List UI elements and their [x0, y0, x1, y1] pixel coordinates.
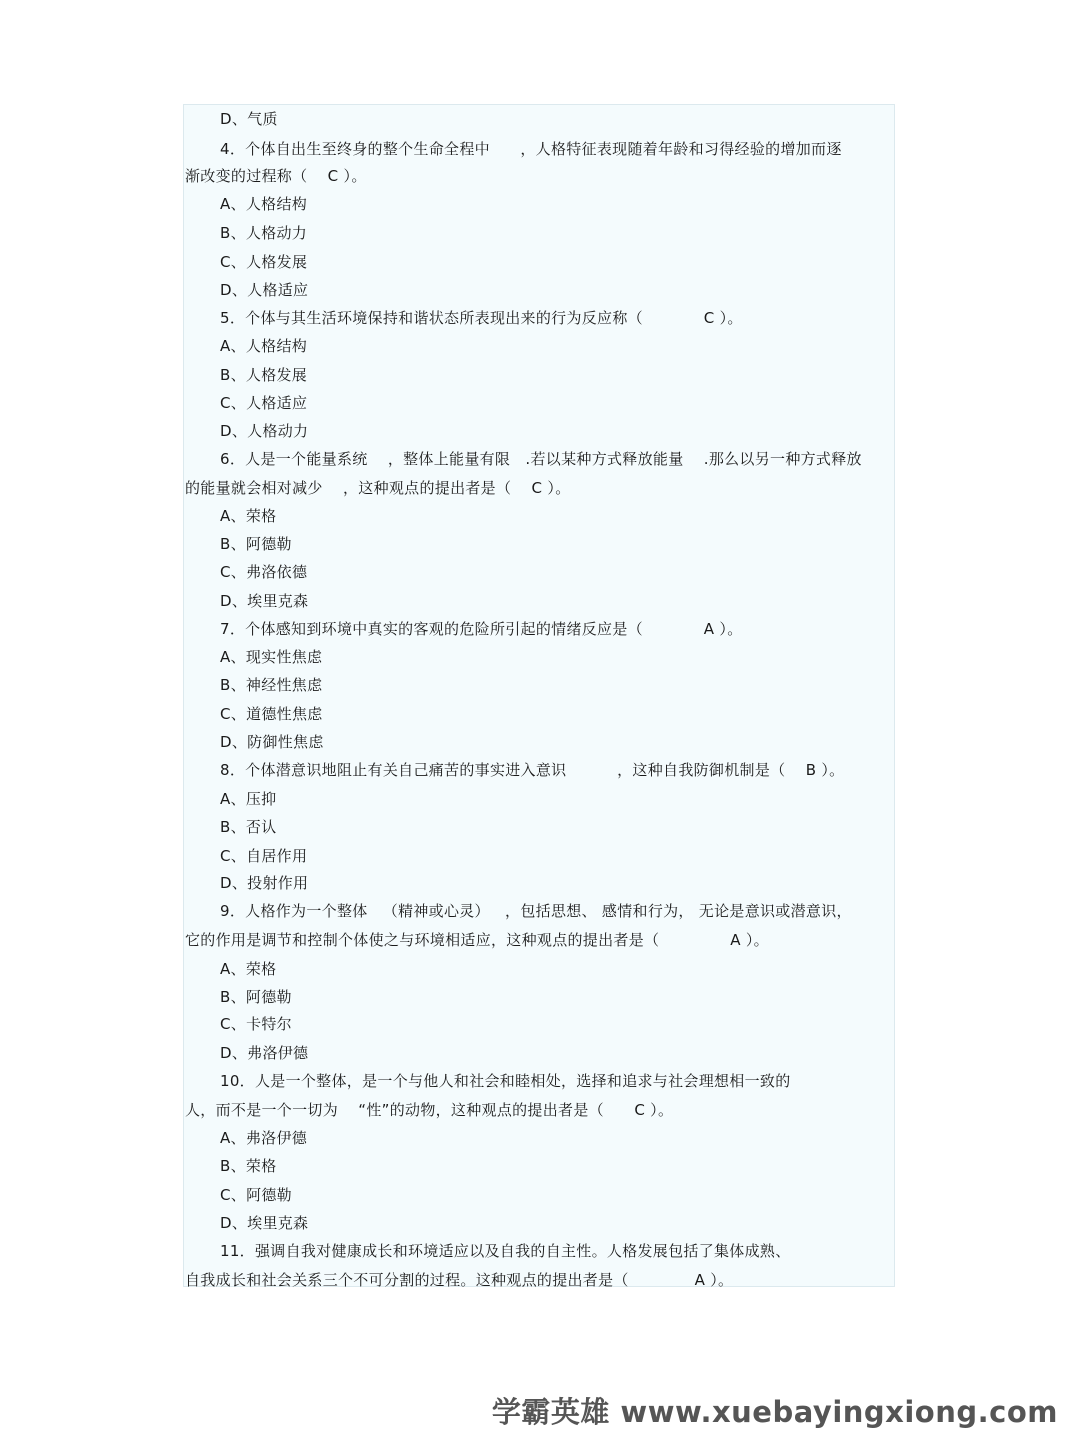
answer-option: D、投射作用: [220, 874, 309, 892]
answer-option: B、人格动力: [220, 224, 308, 242]
answer-option: A、现实性焦虑: [220, 648, 323, 666]
question-text: 10．人是一个整体，是一个与他人和社会和睦相处，选择和追求与社会理想相一致的: [220, 1072, 791, 1090]
question-text: 的能量就会相对减少 ，这种观点的提出者是（ C ）。: [185, 479, 571, 497]
question-text: 11．强调自我对健康成长和环境适应以及自我的自主性。人格发展包括了集体成熟、: [220, 1242, 791, 1260]
question-text: 6．人是一个能量系统 ，整体上能量有限 .若以某种方式释放能量 .那么以另一种方式释放: [220, 450, 862, 468]
answer-option: B、荣格: [220, 1157, 277, 1175]
answer-option: C、自居作用: [220, 847, 308, 865]
question-text: 4．个体自出生至终身的整个生命全程中 ，人格特征表现随着年龄和习得经验的增加而逐: [220, 140, 842, 158]
answer-option: D、人格适应: [220, 281, 309, 299]
answer-option: D、气质: [220, 110, 278, 128]
answer-option: A、弗洛伊德: [220, 1129, 308, 1147]
answer-option: C、阿德勒: [220, 1186, 292, 1204]
answer-option: A、人格结构: [220, 195, 308, 213]
question-text: 它的作用是调节和控制个体使之与环境相适应，这种观点的提出者是（ A ）。: [185, 931, 769, 949]
answer-option: D、埃里克森: [220, 592, 309, 610]
answer-option: D、防御性焦虑: [220, 733, 324, 751]
answer-option: B、否认: [220, 818, 277, 836]
answer-option: A、压抑: [220, 790, 277, 808]
question-text: 自我成长和社会关系三个不可分割的过程。这种观点的提出者是（ A ）。: [185, 1271, 734, 1289]
answer-option: B、阿德勒: [220, 535, 292, 553]
answer-option: D、埃里克森: [220, 1214, 309, 1232]
question-text: 人，而不是一个一切为 “性”的动物，这种观点的提出者是（ C ）。: [185, 1101, 674, 1119]
answer-option: C、人格发展: [220, 253, 308, 271]
question-text: 7．个体感知到环境中真实的客观的危险所引起的情绪反应是（ A ）。: [220, 620, 743, 638]
answer-option: C、卡特尔: [220, 1015, 292, 1033]
answer-option: C、人格适应: [220, 394, 308, 412]
question-text: 8．个体潜意识地阻止有关自己痛苦的事实进入意识 ，这种自我防御机制是（ B ）。: [220, 761, 845, 779]
answer-option: D、弗洛伊德: [220, 1044, 309, 1062]
answer-option: C、道德性焦虑: [220, 705, 323, 723]
answer-option: A、荣格: [220, 507, 277, 525]
answer-option: B、阿德勒: [220, 988, 292, 1006]
answer-option: B、人格发展: [220, 366, 308, 384]
answer-option: A、荣格: [220, 960, 277, 978]
question-text: 渐改变的过程称（ C ）。: [185, 167, 367, 185]
question-text: 9．人格作为一个整体 （精神或心灵） ，包括思想、 感情和行为， 无论是意识或潜意识，: [220, 902, 852, 920]
question-text: 5．个体与其生活环境保持和谐状态所表现出来的行为反应称（ C ）。: [220, 309, 743, 327]
answer-option: B、神经性焦虑: [220, 676, 323, 694]
answer-option: A、人格结构: [220, 337, 308, 355]
answer-option: C、弗洛依德: [220, 563, 308, 581]
site-watermark: 学霸英雄 www.xuebayingxiong.com: [491, 1395, 1058, 1429]
answer-option: D、人格动力: [220, 422, 309, 440]
